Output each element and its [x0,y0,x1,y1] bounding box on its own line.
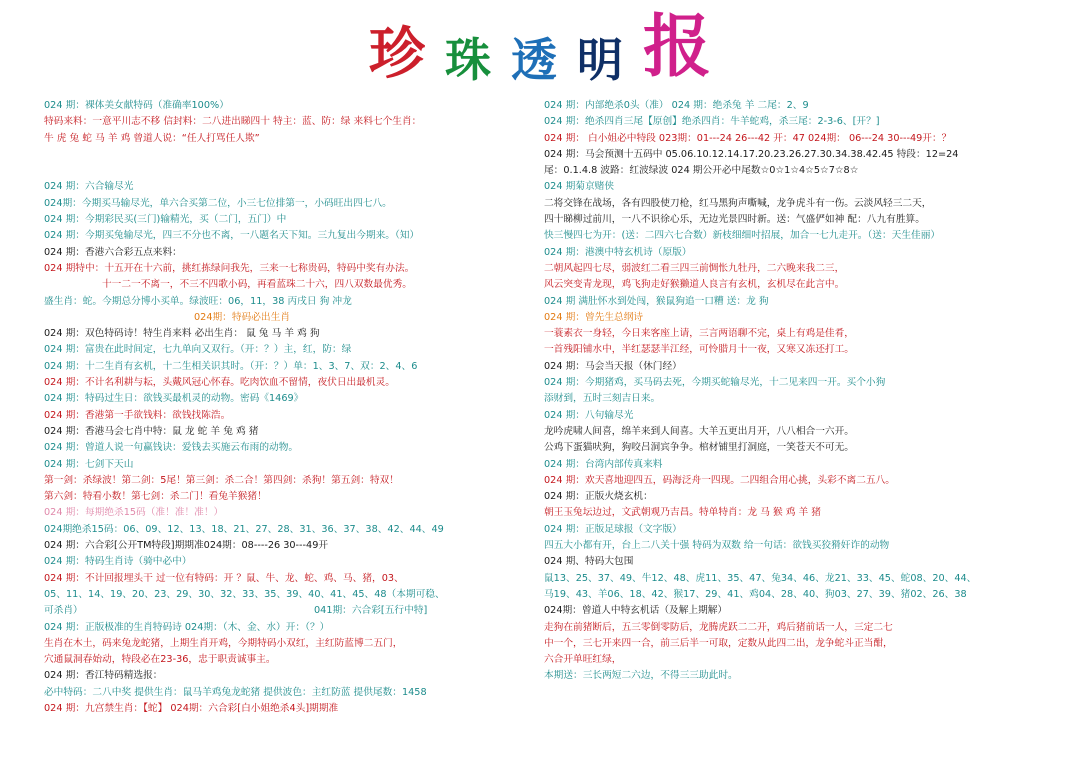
text-line: 024期：曾道人中特玄机话（及解上期解） [544,605,728,617]
text-line: 024 期：绝杀四肖三尾【原创】绝杀四肖：牛羊蛇鸡，杀三尾：2-3-6、[开？] [544,116,880,128]
left-column [44,98,514,717]
text-line: 024 期：今期彩民买(三门)输精光，买（二门，五门）中 [44,214,287,226]
text-line: 024 期：曾先生总纲诗 [544,311,644,323]
text-line: 024 期：今期买兔输尽光，四三不分也不离，一八题名天下知。三九复出今期来。（知） [44,230,420,242]
text-line: 024期：今期买马输尽光，单六合买第二位，小三七位排第一，小码旺出四七八。 [44,197,392,209]
text-line: 中一个，三七开来四一合，前三后半一可取，定数从此四二出，龙争蛇斗正当酣， [544,637,893,649]
text-line: 第六剑：特看小数！第七剑：杀二门！看兔羊猴猪！ [44,491,267,503]
text-line: 公鸡下蛋猫吠狗，狗咬吕洞宾争争。棺材铺里打洞庭，一笑苍天不可无。 [544,442,854,454]
text-line: 024 期：马会当天报（休门经） [544,360,682,372]
text-line: 四五大小都有开，台上二八关十强 特码为双数 给一句话：欲钱买狡猾奸诈的动物 [544,540,890,552]
text-line: 024 期：每期绝杀15码（准！准！准！） [44,507,224,519]
text-line: 走狗在前猪断后，五三零倒零防后，龙腾虎跃二二开，鸡后猪前话一人，三定二七 [544,621,893,633]
text-line: 风云突变青龙现，鸡飞狗走好猴獭道人良言有玄机，玄机尽在此言中。 [544,279,845,291]
text-line: 马19、43、羊06、18、42、猴17、29、41、鸡04、28、40、狗03、27、39、猪02、26、38 [544,588,967,600]
text-line: 024 期：六合输尽光 [44,181,134,193]
text-line: 生肖在木土，码来兔龙蛇猪，上期生肖开鸡，今期特码小双红，主红防蓝博二五门， [44,637,403,649]
text-line: 四十睇柳过前川，一八不识徐心乐，无边光景四时新。送：气盛俨如神 配：八九有胜算。 [544,214,925,226]
right-column [544,98,1044,685]
text-line: 朝王玉兔坛边过，文武朝观乃吉昌。特单特肖：龙 马 猴 鸡 羊 猪 [544,507,821,519]
text-line: 024 期：香港六合彩五点来料： [44,246,182,258]
text-line: 024 期：裸体美女献特码（准确率100%） [44,100,229,111]
text-line: 尾：0.1.4.8 波路：红波绿波 024 期公开必中尾数☆0☆1☆4☆5☆7☆8☆ [544,165,859,177]
text-line: 024 期：马会预测十五码中 05.06.10.12.14.17.20.23.26.27.30.34.38.42.45 特段：12=24 [544,148,959,160]
text-line: 牛 虎 兔 蛇 马 羊 鸡 曾道人说：“任人打骂任人欺” [44,132,260,144]
spacer [44,163,514,179]
text-line: 024 期：台湾内部传真来料 [544,458,663,470]
text-line: 024 期：曾道人说一句赢钱诀：爱钱去买施云布雨的动物。 [44,442,299,454]
text-line: 024 期：香港马会七肖中特：鼠 龙 蛇 羊 兔 鸡 猪 [44,425,259,437]
text-line: 一蓑素衣一身轻，今日来客座上请，三言两语聊不完，桌上有鸡是佳肴， [544,328,854,340]
text-line: 六合开单旺红绿， [544,654,622,666]
text-line: 024 期：港澳中特玄机诗（原版） [544,246,692,258]
text-line: 鼠13、25、37、49、牛12、48、虎11、35、47、兔34、46、龙21、33、45、蛇08、20、44、 [544,572,977,584]
text-line: 024 期：双色特码诗！特生肖来料 必出生肖： 鼠 兔 马 羊 鸡 狗 [44,328,320,340]
text-line: 041期：六合彩[五行中特] [314,605,428,617]
text-line: 024 期：十二生肖有玄机，十二生相关识其时。（开：？）单：1、3、7、双：2、4、6 [44,360,418,372]
spacer [44,147,514,163]
title-char-3: 透 [510,33,557,87]
masthead-title [0,7,1080,90]
text-line: 024 期、特码大包围 [544,556,634,568]
text-line: 024 期：正版足球报（文字版） [544,523,682,535]
text-line: 024期：特码必出生肖 [194,311,290,323]
title-char-5: 报 [642,7,711,87]
text-line: 024 期：特码生肖诗（骑中必中） [44,556,192,568]
text-line: 024 期：欢天喜地迎四五，码海泛舟一四现。二四组合用心挑，头彩不离二五八。 [544,474,895,486]
text-line: 本期送：三长两短二六边，不得三三助此时。 [544,670,738,682]
text-line: 盛生肖：蛇。今期总分博小买单。绿波旺：06，11，38 丙戌日 狗 冲龙 [44,295,352,307]
text-line: 可杀肖） [44,605,83,617]
text-line: 024 期：八句输尽光 [544,409,634,421]
text-line: 024 期：九宫禁生肖：【蛇】 024期：六合彩[白小姐绝杀4头]期期准 [44,702,339,714]
title-char-1: 珍 [368,21,425,87]
text-line: 一首残阳铺水中，半红瑟瑟半江经，可怜腊月十一夜，又寒又冻还打工。 [544,344,854,356]
text-line: 添财到，五时三刻吉日来。 [544,393,661,405]
text-line: 024 期菊京赌侠 [544,181,615,193]
text-line: 二将交锋在战场，各有四股使刀枪，红马黑狗声嘶喊，龙争虎斗有一伤。云淡风轻三二天， [544,197,932,209]
text-line: 024 期：六合彩[公开TM特段]期期准024期：08----26 30---49开 [44,540,329,552]
text-line: 穴通鼠洞春始动，特段必在23-36，忠于职责诚事主。 [44,654,276,666]
text-line: 024 期：内部绝杀0头（准） 024 期：绝杀兔 羊 二尾：2、9 [544,100,809,111]
text-line: 快三慢四七为开：(送：二四六七合数）新枝细细吋招展，加合一七九走开。（送：天生佳丽） [544,230,941,242]
text-line: 024 期 满肚怀水到处闯，猴鼠狗追一口糟 送：龙 狗 [544,295,769,307]
text-line: 024 期：香港第一手欲钱料：欲钱找陈浩。 [44,409,231,421]
title-char-4: 明 [576,33,623,87]
text-line: 024 期： 白小姐必中特段 023期：01---24 26---42 开：47 024期： 06---24 30---49开：？ [544,132,952,144]
text-line: 特码来料：一意平川志不移 信封料：二八进出睇四十 特主：蓝、防：绿 来料七个生肖： [44,116,422,128]
text-line: 十一二一不离一，不三不四歌小码，再看蓝珠二十六，四八双数最优秀。 [102,279,412,291]
text-line: 024 期：正版极准的生肖特码诗 024期：（木、金、水）开：（？） [44,621,330,633]
text-line: 05、11、14、19、20、23、29、30、32、33、35、39、40、41、45、48（本期可稳、 [44,588,445,600]
text-line: 024 期：正版火烧玄机： [544,491,653,503]
text-line: 024 期：富贵在此时间定，七九单向又双行。（开：？）主，红，防：绿 [44,344,352,356]
text-line: 024 期：不计名利耕与耘，头戴风冠心怀春。吃肉饮血不留情，夜伏日出最机灵。 [44,377,395,389]
text-line: 024 期：不计回报埋头干 过一位有特码：开 ？鼠、牛、龙、蛇、鸡、马、猪，03、 [44,572,404,584]
text-line: 024 期：香江特码精选报： [44,670,163,682]
text-line: 第一剑：杀绿波！第二剑：5尾！第三剑：杀二合！第四剑：杀狗！第五剑：特双！ [44,474,399,486]
text-line: 024 期：今期猪鸡，买马码去死，今期买蛇输尽光，十二见来四一开。买个小狗 [544,377,886,389]
text-line: 024 期：七剑下天山 [44,458,134,470]
text-line: 024期绝杀15码：06、09、12、13、18、21、27、28、31、36、37、38、42、44、49 [44,523,444,535]
text-line: 024 期：特码过生日：欲钱买最机灵的动物。密码《1469》 [44,393,304,405]
text-line: 024 期特中：十五开在十六前，挑红拣绿问我先，三来一七称贵码，特码中奖有办法。 [44,262,415,274]
title-char-2: 珠 [444,33,491,87]
text-line: 二朝风起四七尽，弱波红二看三四三前惆怅九牡丹，二六晚来我二三， [544,262,845,274]
text-line: 龙吟虎啸人间喜，绵羊来到人间喜。大羊五更出月开，八八相合一六开。 [544,425,854,437]
text-line: 必中特码：二八中奖 提供生肖：鼠马羊鸡兔龙蛇猪 提供波色：主红防蓝 提供尾数：1458 [44,686,427,698]
